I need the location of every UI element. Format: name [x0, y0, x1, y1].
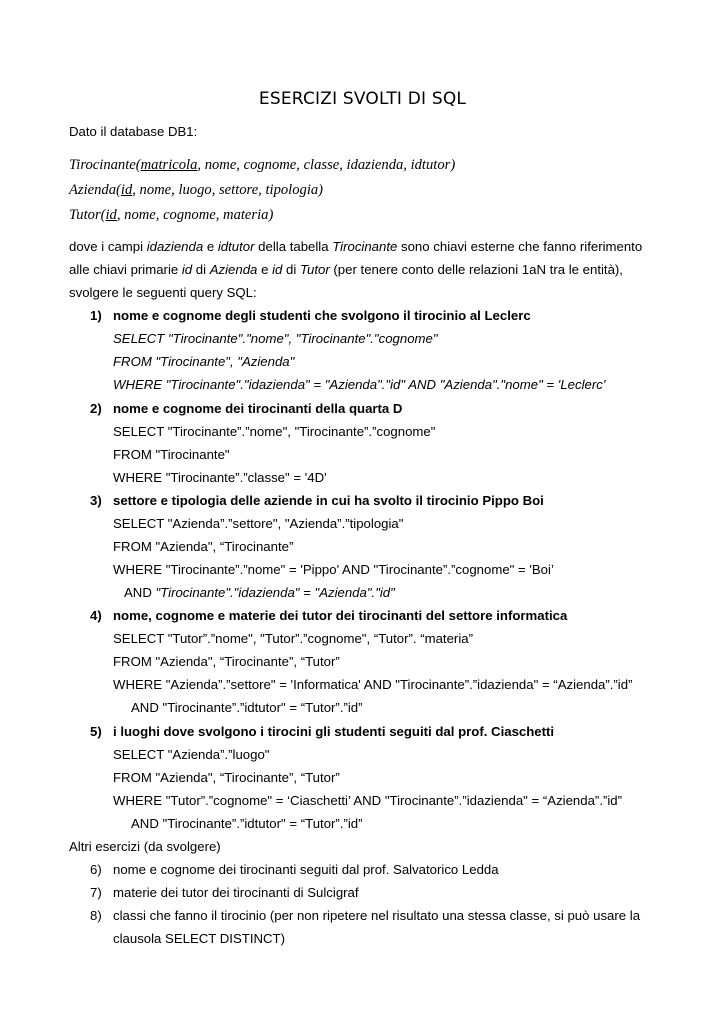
- exercise-1-from: FROM "Tirocinante", "Azienda": [113, 354, 295, 369]
- exercise-4-and: AND "Tirocinante”.”idtutor" = “Tutor”.”id”: [131, 700, 363, 715]
- exercise-1-where: WHERE "Tirocinante"."idazienda" = "Azienda"."id" AND "Azienda"."nome" = 'Leclerc': [113, 377, 606, 392]
- exercise-4-where: WHERE "Azienda”.”settore" = 'Informatica' AND "Tirocinante”.”idazienda" = “Azienda”.”id”: [113, 677, 633, 692]
- description-line-3: svolgere le seguenti query SQL:: [69, 285, 257, 300]
- other-exercises-heading: Altri esercizi (da svolgere): [69, 839, 221, 854]
- exercise-2-from: FROM "Tirocinante": [113, 447, 230, 462]
- exercise-1-heading: nome e cognome degli studenti che svolgono il tirocinio al Leclerc: [113, 308, 531, 323]
- exercise-2-where: WHERE "Tirocinante”.”classe" = '4D': [113, 470, 327, 485]
- exercise-3-number: 3): [90, 493, 102, 508]
- exercise-3-heading: settore e tipologia delle aziende in cui ha svolto il tirocinio Pippo Boi: [113, 493, 544, 508]
- exercise-5-where: WHERE "Tutor”.”cognome" = ‘Ciaschetti’ AND "Tirocinante”.”idazienda" = “Azienda”.”id”: [113, 793, 623, 808]
- exercise-4-select: SELECT "Tutor”.”nome", "Tutor”.”cognome", “Tutor”. “materia”: [113, 631, 473, 646]
- schema-tirocinante: Tirocinante(matricola, nome, cognome, classe, idazienda, idtutor): [69, 157, 456, 173]
- exercise-8-text: classi che fanno il tirocinio (per non ripetere nel risultato una stessa classe, si può usare la: [113, 908, 641, 923]
- exercise-5-select: SELECT "Azienda”.”luogo": [113, 747, 270, 762]
- schema-tutor: Tutor(id, nome, cognome, materia): [69, 207, 274, 223]
- exercise-7-number: 7): [90, 885, 102, 900]
- description-line-1: dove i campi idazienda e idtutor della tabella Tirocinante sono chiavi esterne che fanno riferimento: [69, 239, 643, 254]
- exercise-3-from: FROM "Azienda", “Tirocinante”: [113, 539, 294, 554]
- intro-text: Dato il database DB1:: [69, 124, 198, 139]
- exercise-5-heading: i luoghi dove svolgono i tirocini gli studenti seguiti dal prof. Ciaschetti: [113, 724, 555, 739]
- exercise-3-select: SELECT "Azienda”.”settore", "Azienda”.”tipologia": [113, 516, 404, 531]
- exercise-5-from: FROM "Azienda", “Tirocinante”, “Tutor”: [113, 770, 340, 785]
- exercise-3-where: WHERE "Tirocinante”.”nome" = 'Pippo' AND "Tirocinante”.”cognome" = 'Boi’: [113, 562, 554, 577]
- exercise-4-number: 4): [90, 608, 102, 623]
- exercise-6-text: nome e cognome dei tirocinanti seguiti dal prof. Salvatorico Ledda: [113, 862, 499, 877]
- description-line-2: alle chiavi primarie id di Azienda e id di Tutor (per tenere conto delle relazioni 1aN tra le entità),: [69, 262, 623, 277]
- exercise-2-select: SELECT "Tirocinante”.”nome", "Tirocinante”.”cognome": [113, 424, 436, 439]
- exercise-7-text: materie dei tutor dei tirocinanti di Sulcigraf: [113, 885, 359, 900]
- exercise-4-from: FROM "Azienda", “Tirocinante”, “Tutor”: [113, 654, 340, 669]
- schema-azienda: Azienda(id, nome, luogo, settore, tipologia): [69, 182, 324, 198]
- exercise-3-and: AND "Tirocinante"."idazienda" = "Azienda"."id": [124, 585, 395, 600]
- exercise-8-number: 8): [90, 908, 102, 923]
- exercise-2-number: 2): [90, 401, 102, 416]
- exercise-1-number: 1): [90, 308, 102, 323]
- exercise-4-heading: nome, cognome e materie dei tutor dei tirocinanti del settore informatica: [113, 608, 568, 623]
- exercise-6-number: 6): [90, 862, 102, 877]
- exercise-5-number: 5): [90, 724, 102, 739]
- exercise-5-and: AND "Tirocinante”.”idtutor" = “Tutor”.”id”: [131, 816, 363, 831]
- exercise-2-heading: nome e cognome dei tirocinanti della quarta D: [113, 401, 403, 416]
- exercise-1-select: SELECT "Tirocinante"."nome", "Tirocinante"."cognome": [113, 331, 438, 346]
- exercise-8-text-continued: clausola SELECT DISTINCT): [113, 931, 285, 946]
- page-title: ESERCIZI SVOLTI DI SQL: [258, 89, 467, 109]
